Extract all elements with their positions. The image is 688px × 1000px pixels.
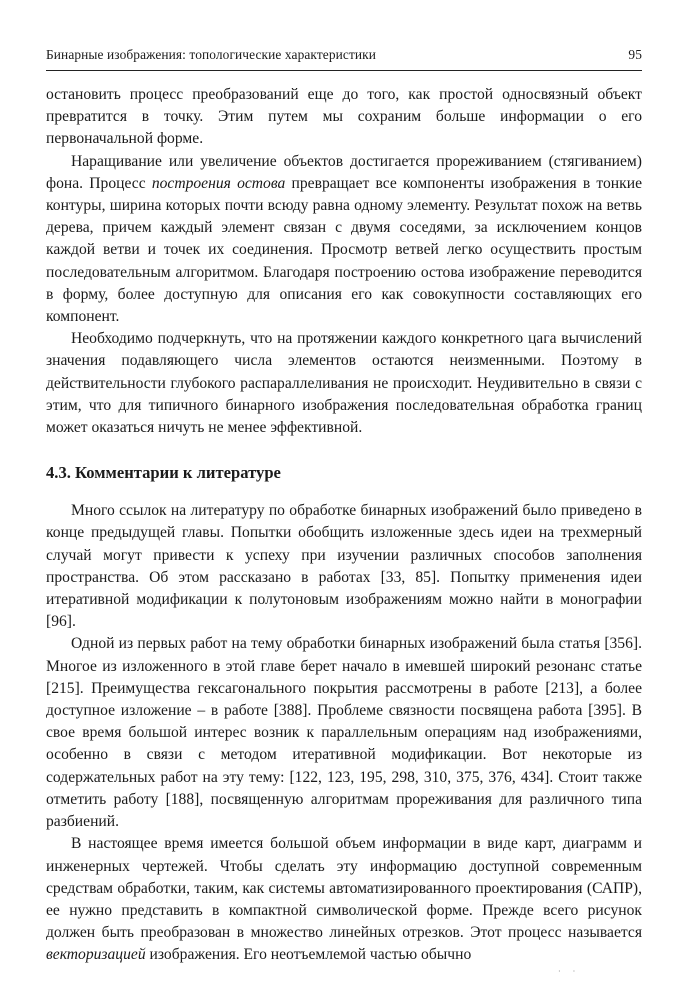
section-heading: 4.3. Комментарии к литературе [46,463,281,483]
term-vectorization: векторизацией [46,946,146,964]
page-number: 95 [628,47,642,62]
scan-speck: · · [558,967,581,976]
running-header [46,47,642,69]
paragraph-3: Необходимо подчеркнуть, что на протяжении каждого конкретного цага вычислений значения подавляющего числа элементов остаются неизменными. Поэтому в действительности глубокого распараллеливания не происходит. Неудивительно в связи с этим, что для типичного бинарного изображения последовательная обработка границ может оказаться ничуть не менее эффективной. [46,330,642,437]
term-skeleton-construction: построения остова [151,174,286,192]
paragraph-2-part-a: Наращивание или увеличение объектов достигается прореживанием (стягиванием) фона. Процесс [46,152,642,192]
paragraph-1: остановить процесс преобразований еще до того, как простой односвязный объект превратится в точку. Этим путем мы сохраним больше информации о его первоначальной форме. [46,86,642,148]
paragraph-2 [46,151,642,329]
paragraph-2-part-b: превращает все компоненты изображения в тонкие контуры, ширина которых почти всюду равна одному элементу. Результат похож на ветвь дерева, причем каждый элемент связан с двумя соседями, за исключением концов каждой ветви и точек их соединения. Просмотр ветвей легко осуществить простым последовательным алгоритмом. Благодаря построению остова изображение переводится в форму, более доступную для описания его как совокупности составляющих его компонент. [46,174,642,326]
paragraph-5: Одной из первых работ на тему обработки бинарных изображений была статья [356]. Многое из изложенного в этой главе берет начало в имевшей широкий резонанс статье [215]. Преимущества гексагонального покрытия рассмотрены в работе [213], а более доступное изложение – в работе [388]. Проблеме связности посвящена работа [395]. В свое время большой интерес возник к параллельным операциям над изображениями, особенно в связи с методом итеративной модификации. Вот некоторые из содержательных работ на эту тему: [122, 123, 195, 298, 310, 375, 376, 434]. Стоит также отметить работу [188], посвященную алгоритмам прореживания для различного типа разбиений. [46,635,642,831]
running-title: Бинарные изображения: топологические характеристики [46,47,377,62]
paragraph-4: Много ссылок на литературу по обработке бинарных изображений было приведено в конце предыдущей главы. Попытки обобщить изложенные здесь идеи на трехмерный случай могут привести к успеху при изучении различных способов заполнения пространства. Об этом рассказано в работах [33, 85]. Попытку применения идеи итеративной модификации к полутоновым изображениям можно найти в монографии [96]. [46,502,642,631]
header-rule [46,70,642,71]
body-text [46,84,642,967]
paragraph-6-part-a: В настоящее время имеется большой объем информации в виде карт, диаграмм и инженерных чертежей. Чтобы сделать эту информацию доступной современным средствам обработки, таким, как системы автоматизированного проектирования (САПР), ее нужно представить в компактной символической форме. Прежде всего рисунок должен быть преобразован в множество линейных отрезков. Этот процесс называется [46,835,642,942]
paragraph-6 [46,833,642,966]
paragraph-6-part-b: изображения. Его неотъемлемой частью обычно [145,946,472,964]
